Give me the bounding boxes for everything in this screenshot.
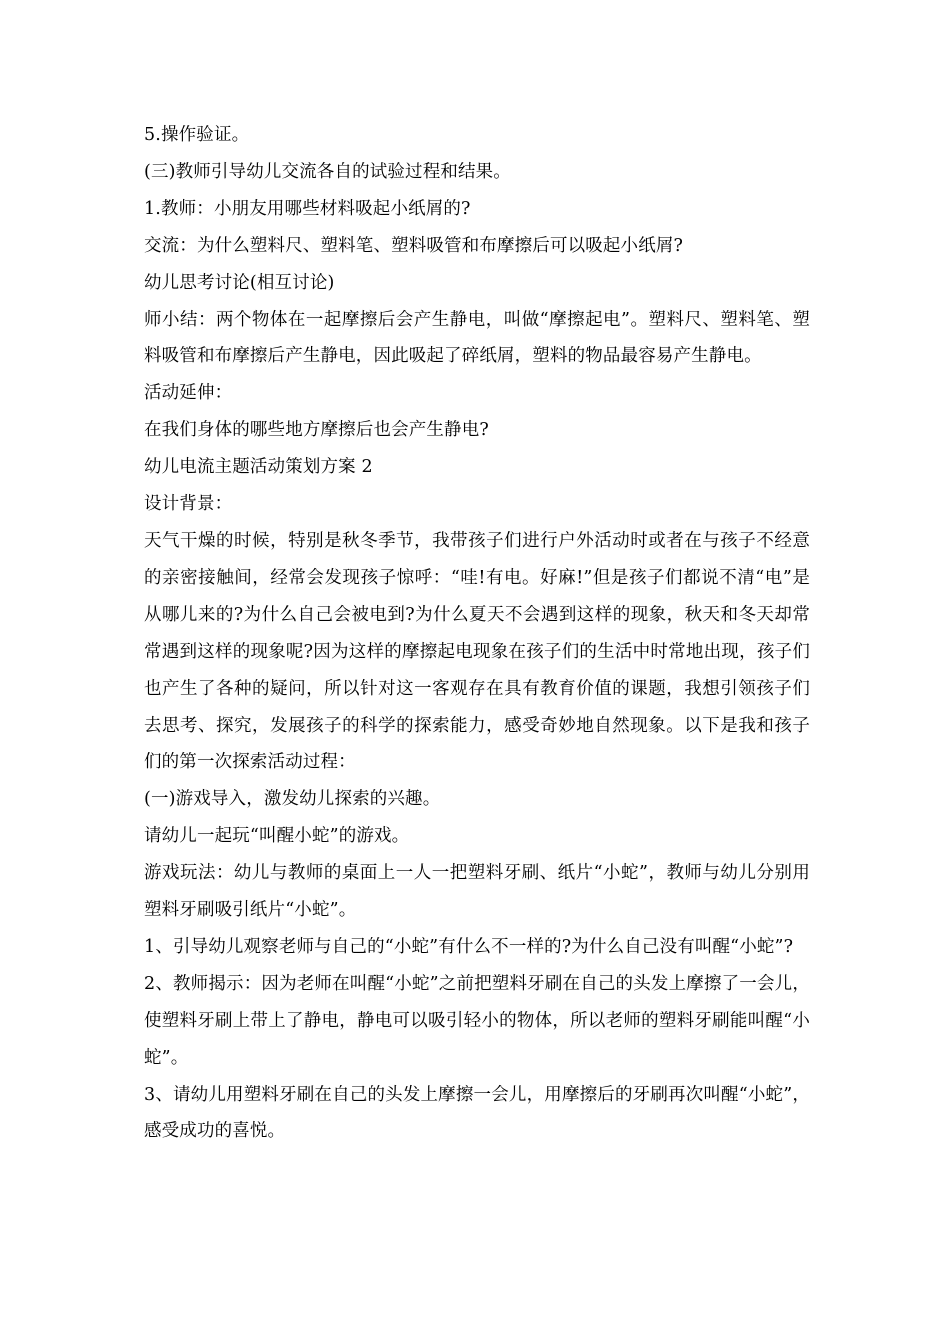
section-heading-plan-2: 幼儿电流主题活动策划方案 2 xyxy=(144,457,373,478)
list-item-step-3: 3、请幼儿用塑料牙刷在自己的头发上摩擦一会儿，用摩擦后的牙刷再次叫醒“小蛇”，感受成功的喜悦。 xyxy=(144,1084,810,1142)
paragraph-operation-verify: 5.操作验证。 xyxy=(144,125,250,145)
paragraph-activity-extension: 活动延伸： xyxy=(144,383,233,404)
paragraph-extension-question: 在我们身体的哪些地方摩擦后也会产生静电? xyxy=(144,420,489,441)
paragraph-design-background: 天气干燥的时候，特别是秋冬季节，我带孩子们进行户外活动时或者在与孩子不经意的亲密接触间，经常会发现孩子惊呼：“哇!有电。好麻!”但是孩子们都说不清“电”是从哪儿来的?为什么自己会被电到?为什么夏天不会遇到这样的现象，秋天和冬天却常常遇到这样的现象呢?因为这样的摩擦起电现象在孩子们的生活中时常地出现，孩子们也产生了各种的疑问，所以针对这一客观存在具有教育价值的课题，我想引领孩子们去思考、探究，发展孩子的科学的探索能力，感受奇妙地自然现象。以下是我和孩子们的第一次探索活动过程： xyxy=(144,530,810,773)
paragraph-exchange: 交流：为什么塑料尺、塑料笔、塑料吸管和布摩擦后可以吸起小纸屑? xyxy=(144,235,684,256)
paragraph-discussion: 幼儿思考讨论(相互讨论) xyxy=(144,272,335,293)
paragraph-game-rules: 游戏玩法：幼儿与教师的桌面上一人一把塑料牙刷、纸片“小蛇”，教师与幼儿分别用塑料牙刷吸引纸片“小蛇”。 xyxy=(144,863,810,921)
list-item-step-1: 1、引导幼儿观察老师与自己的“小蛇”有什么不一样的?为什么自己没有叫醒“小蛇”? xyxy=(144,936,794,957)
paragraph-section-three: (三)教师引导幼儿交流各自的试验过程和结果。 xyxy=(144,161,511,182)
paragraph-teacher-question: 1.教师：小朋友用哪些材料吸起小纸屑的? xyxy=(144,198,471,219)
paragraph-design-background-label: 设计背景： xyxy=(144,494,233,515)
paragraph-game-intro: (一)游戏导入，激发幼儿探索的兴趣。 xyxy=(144,789,441,810)
paragraph-wake-snake: 请幼儿一起玩“叫醒小蛇”的游戏。 xyxy=(144,826,410,847)
document-page xyxy=(144,117,810,1150)
paragraph-teacher-summary: 师小结：两个物体在一起摩擦后会产生静电，叫做“摩擦起电”。塑料尺、塑料笔、塑料吸管和布摩擦后产生静电，因此吸起了碎纸屑，塑料的物品最容易产生静电。 xyxy=(144,309,810,367)
list-item-step-2: 2、教师揭示：因为老师在叫醒“小蛇”之前把塑料牙刷在自己的头发上摩擦了一会儿，使塑料牙刷上带上了静电，静电可以吸引轻小的物体，所以老师的塑料牙刷能叫醒“小蛇”。 xyxy=(144,973,810,1068)
